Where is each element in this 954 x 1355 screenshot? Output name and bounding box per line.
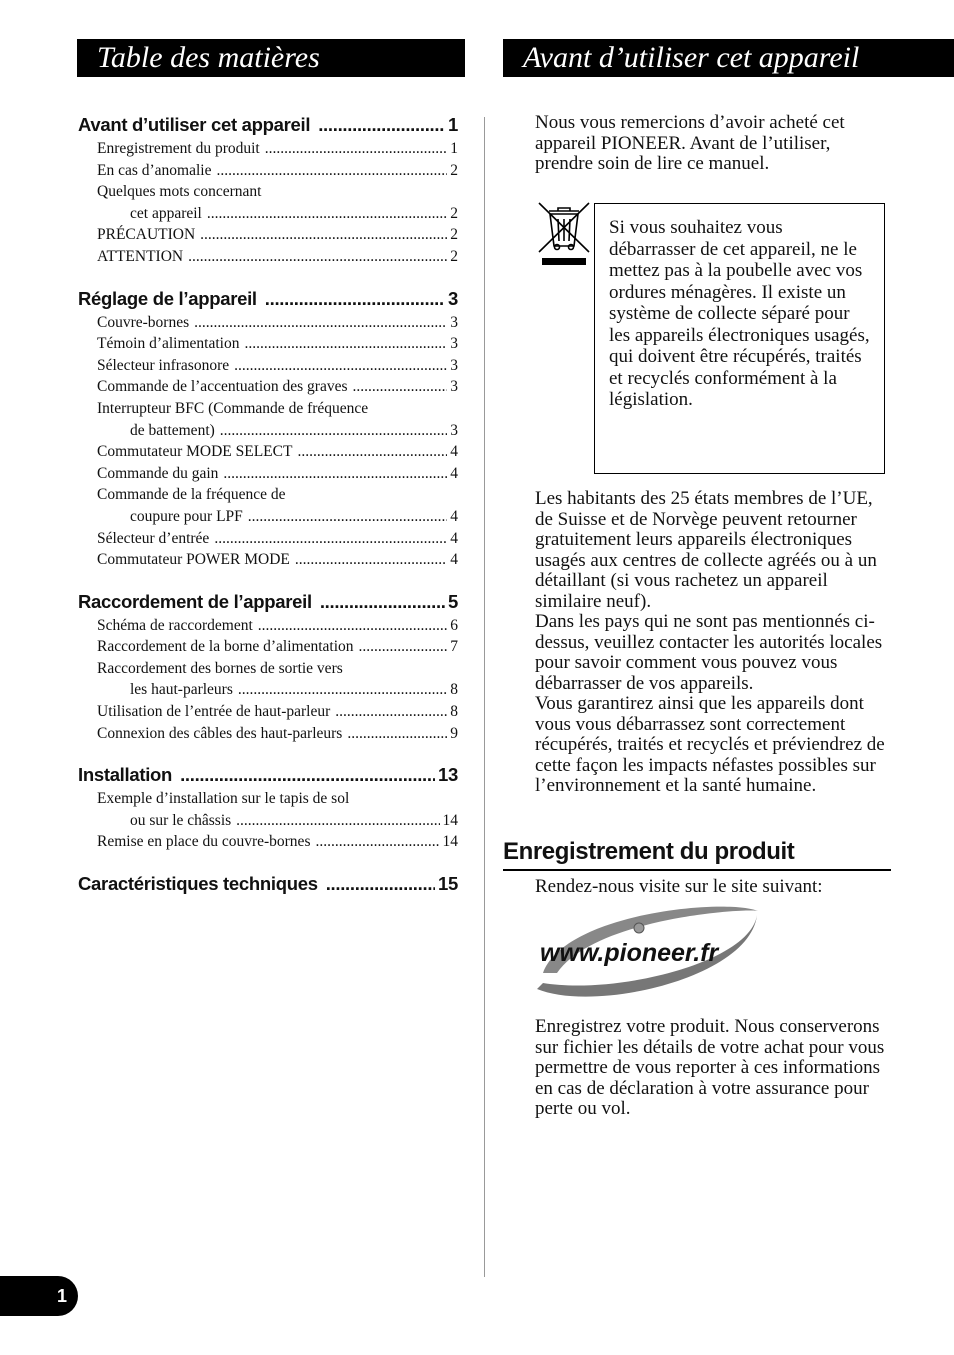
toc-heading-page: 5 (448, 590, 458, 612)
toc-entry-label: Témoin d’alimentation (97, 335, 240, 353)
toc-entry-page: 2 (450, 226, 458, 244)
toc-entry-label: Commande du gain (97, 464, 219, 482)
toc-section-heading[interactable] (78, 762, 458, 788)
toc-leader-dots (214, 528, 447, 550)
toc-entry-label: coupure pour LPF (130, 507, 243, 525)
toc-entry[interactable] (78, 549, 458, 571)
toc-entry[interactable] (78, 138, 458, 160)
toc-leader-dots (347, 723, 447, 745)
pioneer-website-logo[interactable] (535, 903, 765, 998)
toc-leader-dots (320, 589, 445, 615)
toc-leader-dots (326, 871, 435, 897)
toc-leader-dots (216, 160, 447, 182)
toc-entry-page: 2 (450, 161, 458, 179)
toc-entry[interactable] (78, 463, 458, 485)
toc-entry[interactable] (78, 636, 458, 658)
toc-entry-page: 4 (450, 507, 458, 525)
toc-leader-dots (220, 420, 447, 442)
toc-leader-dots (353, 376, 448, 398)
toc-heading-page: 1 (448, 114, 458, 135)
toc-leader-dots (234, 355, 447, 377)
toc-entry[interactable] (78, 355, 458, 377)
toc-entry-page: 7 (450, 638, 458, 656)
toc-section (78, 112, 458, 268)
toc-entry[interactable] (78, 441, 458, 463)
toc-entry[interactable] (78, 246, 458, 268)
logo-url: www.pioneer.fr (540, 939, 719, 967)
toc-entry-page: 4 (450, 529, 458, 547)
toc-heading-label: Réglage de l’appareil (78, 287, 257, 309)
toc-entry-page: 3 (450, 378, 458, 396)
toc-section-heading[interactable] (78, 286, 458, 312)
column-divider (484, 117, 485, 1277)
toc-entry-label: Schéma de raccordement (97, 616, 253, 634)
toc-entry-label: Exemple d’installation sur le tapis de sol (97, 790, 350, 808)
toc-entry[interactable] (78, 615, 458, 637)
toc-entry-page: 14 (442, 811, 458, 829)
toc-entry-page: 4 (450, 443, 458, 461)
toc-entry[interactable] (78, 831, 458, 853)
toc-entry[interactable] (78, 679, 458, 701)
toc-entry-page: 6 (450, 616, 458, 634)
toc-entry-label: Remise en place du couvre-bornes (97, 833, 311, 851)
toc-entry[interactable] (78, 181, 458, 203)
toc-heading-label: Installation (78, 764, 173, 786)
toc-entry[interactable] (78, 723, 458, 745)
toc-entry[interactable] (78, 333, 458, 355)
toc-entry-label: En cas d’anomalie (97, 161, 212, 179)
toc-entry-page: 1 (450, 140, 458, 157)
toc-entry-label: ATTENTION (97, 247, 184, 265)
disposal-notice-box: Si vous souhaitez vous débarrasser de cet appareil, ne le mettez pas à la poubelle avec vos ordures ménagères. Il existe un système de collecte séparé pour les appareils électroniques usagés, qui doivent être récupérés, traités et recyclés conformément à la législation. (594, 203, 885, 474)
toc-entry-label: Interrupteur BFC (Commande de fréquence (97, 399, 369, 417)
toc-leader-dots (180, 762, 435, 788)
toc-entry-label: les haut-parleurs (130, 681, 233, 699)
toc-entry-label: Commande de la fréquence de (97, 486, 286, 504)
toc-entry[interactable] (78, 376, 458, 398)
toc-entry-page: 3 (450, 313, 458, 331)
toc-section (78, 589, 458, 745)
toc-entry-label: de battement) (130, 421, 215, 439)
toc-entry-label: Raccordement des bornes de sortie vers (97, 659, 343, 677)
toc-entry-page: 3 (450, 421, 458, 439)
toc-leader-dots (248, 506, 447, 528)
toc-section-heading[interactable] (78, 589, 458, 615)
section-heading: Enregistrement du produit (503, 836, 891, 871)
toc-title: Table des matières (77, 39, 465, 77)
toc-leader-dots (359, 636, 448, 658)
section-title: Avant d’utiliser cet appareil (503, 39, 954, 77)
toc-section (78, 871, 458, 897)
toc-entry-label: Quelques mots concernant (97, 183, 262, 201)
toc-entry-label: Couvre-bornes (97, 313, 190, 331)
toc-section-heading[interactable] (78, 112, 458, 138)
toc-entry[interactable] (78, 420, 458, 442)
toc-section (78, 286, 458, 571)
toc-entry[interactable] (78, 203, 458, 225)
toc-entry[interactable] (78, 224, 458, 246)
toc-entry-page: 9 (450, 724, 458, 742)
toc-entry[interactable] (78, 701, 458, 723)
toc-entry-label: Connexion des câbles des haut-parleurs (97, 724, 343, 742)
toc-entry-page: 14 (442, 833, 458, 851)
toc-entry[interactable] (78, 528, 458, 550)
toc-entry-page: 8 (450, 703, 458, 721)
toc-entry[interactable] (78, 398, 458, 420)
toc-leader-dots (244, 333, 447, 355)
toc-leader-dots (265, 138, 448, 160)
toc-entry-label: Raccordement de la borne d’alimentation (97, 638, 354, 656)
register-paragraph: Enregistrez votre produit. Nous conserverons sur fichier les détails de votre achat pour vous permettre de vous reporter à ces informations en cas de déclaration à votre assurance pour perte ou vol. (535, 1016, 885, 1119)
disposal-paragraphs (535, 489, 890, 797)
disposal-paragraph: Dans les pays qui ne sont pas mentionnés ci-dessus, veuillez contacter les autorités locales pour savoir comment vous pouvez vous débarrasser de vos appareils. (535, 611, 883, 694)
toc-heading-label: Caractéristiques techniques (78, 873, 318, 895)
toc-section-heading[interactable] (78, 871, 458, 897)
toc-entry[interactable] (78, 484, 458, 506)
toc-entry-page: 2 (450, 247, 458, 265)
toc-leader-dots (207, 203, 447, 225)
table-of-contents (78, 112, 458, 915)
toc-heading-page: 3 (448, 287, 458, 309)
toc-entry-page: 8 (450, 681, 458, 699)
crossed-out-bin-icon (535, 200, 593, 266)
toc-entry-label: ou sur le châssis (130, 811, 232, 829)
toc-entry-page: 3 (450, 335, 458, 353)
toc-entry-page: 2 (450, 204, 458, 222)
toc-entry-label: Sélecteur infrasonore (97, 356, 230, 374)
toc-heading-page: 15 (438, 873, 458, 895)
toc-leader-dots (194, 312, 447, 334)
toc-entry-label: PRÉCAUTION (97, 226, 196, 244)
toc-entry-label: Commutateur MODE SELECT (97, 443, 293, 461)
toc-entry[interactable] (78, 160, 458, 182)
toc-leader-dots (238, 679, 447, 701)
toc-entry-label: Commutateur POWER MODE (97, 551, 290, 569)
toc-leader-dots (295, 549, 447, 571)
toc-entry[interactable] (78, 312, 458, 334)
disposal-paragraph: Vous garantirez ainsi que les appareils dont vous vous débarrassez sont correctement récupérés, traités et recyclés et préviendrez de cette façon les impacts néfastes possibles sur l’environnement et la santé humaine. (535, 693, 885, 796)
toc-leader-dots (223, 463, 447, 485)
toc-heading-label: Raccordement de l’appareil (78, 590, 312, 612)
toc-entry[interactable] (78, 658, 458, 680)
toc-leader-dots (236, 810, 439, 832)
toc-leader-dots (265, 286, 445, 312)
visit-text: Rendez-nous visite sur le site suivant: (535, 876, 823, 897)
toc-entry-page: 4 (450, 551, 458, 569)
page-number: 1 (0, 1276, 78, 1316)
toc-entry-label: cet appareil (130, 204, 202, 222)
toc-entry[interactable] (78, 788, 458, 810)
toc-section (78, 762, 458, 853)
disposal-paragraph: Les habitants des 25 états membres de l’UE, de Suisse et de Norvège peuvent retourner gratuitement leurs appareils électroniques usagés aux centres de collecte agréés ou à un détaillant (si vous rachetez un appareil similaire neuf). (535, 488, 877, 612)
toc-entry[interactable] (78, 810, 458, 832)
toc-entry-label: Sélecteur d’entrée (97, 529, 210, 547)
toc-entry-page: 4 (450, 464, 458, 482)
toc-leader-dots (335, 701, 447, 723)
toc-entry-label: Utilisation de l’entrée de haut-parleur (97, 703, 331, 721)
intro-paragraph: Nous vous remercions d’avoir acheté cet appareil PIONEER. Avant de l’utiliser, prendre soin de lire ce manuel. (535, 112, 845, 174)
toc-leader-dots (315, 831, 439, 853)
toc-entry-label: Commande de l’accentuation des graves (97, 378, 348, 396)
toc-entry[interactable] (78, 506, 458, 528)
toc-leader-dots (200, 224, 447, 246)
toc-entry-page: 3 (450, 356, 458, 374)
toc-leader-dots (318, 112, 445, 138)
toc-leader-dots (188, 246, 447, 268)
toc-heading-page: 13 (438, 764, 458, 786)
toc-leader-dots (297, 441, 447, 463)
toc-leader-dots (258, 615, 447, 637)
toc-entry-label: Enregistrement du produit (97, 140, 260, 157)
toc-heading-label: Avant d’utiliser cet appareil (78, 114, 311, 135)
